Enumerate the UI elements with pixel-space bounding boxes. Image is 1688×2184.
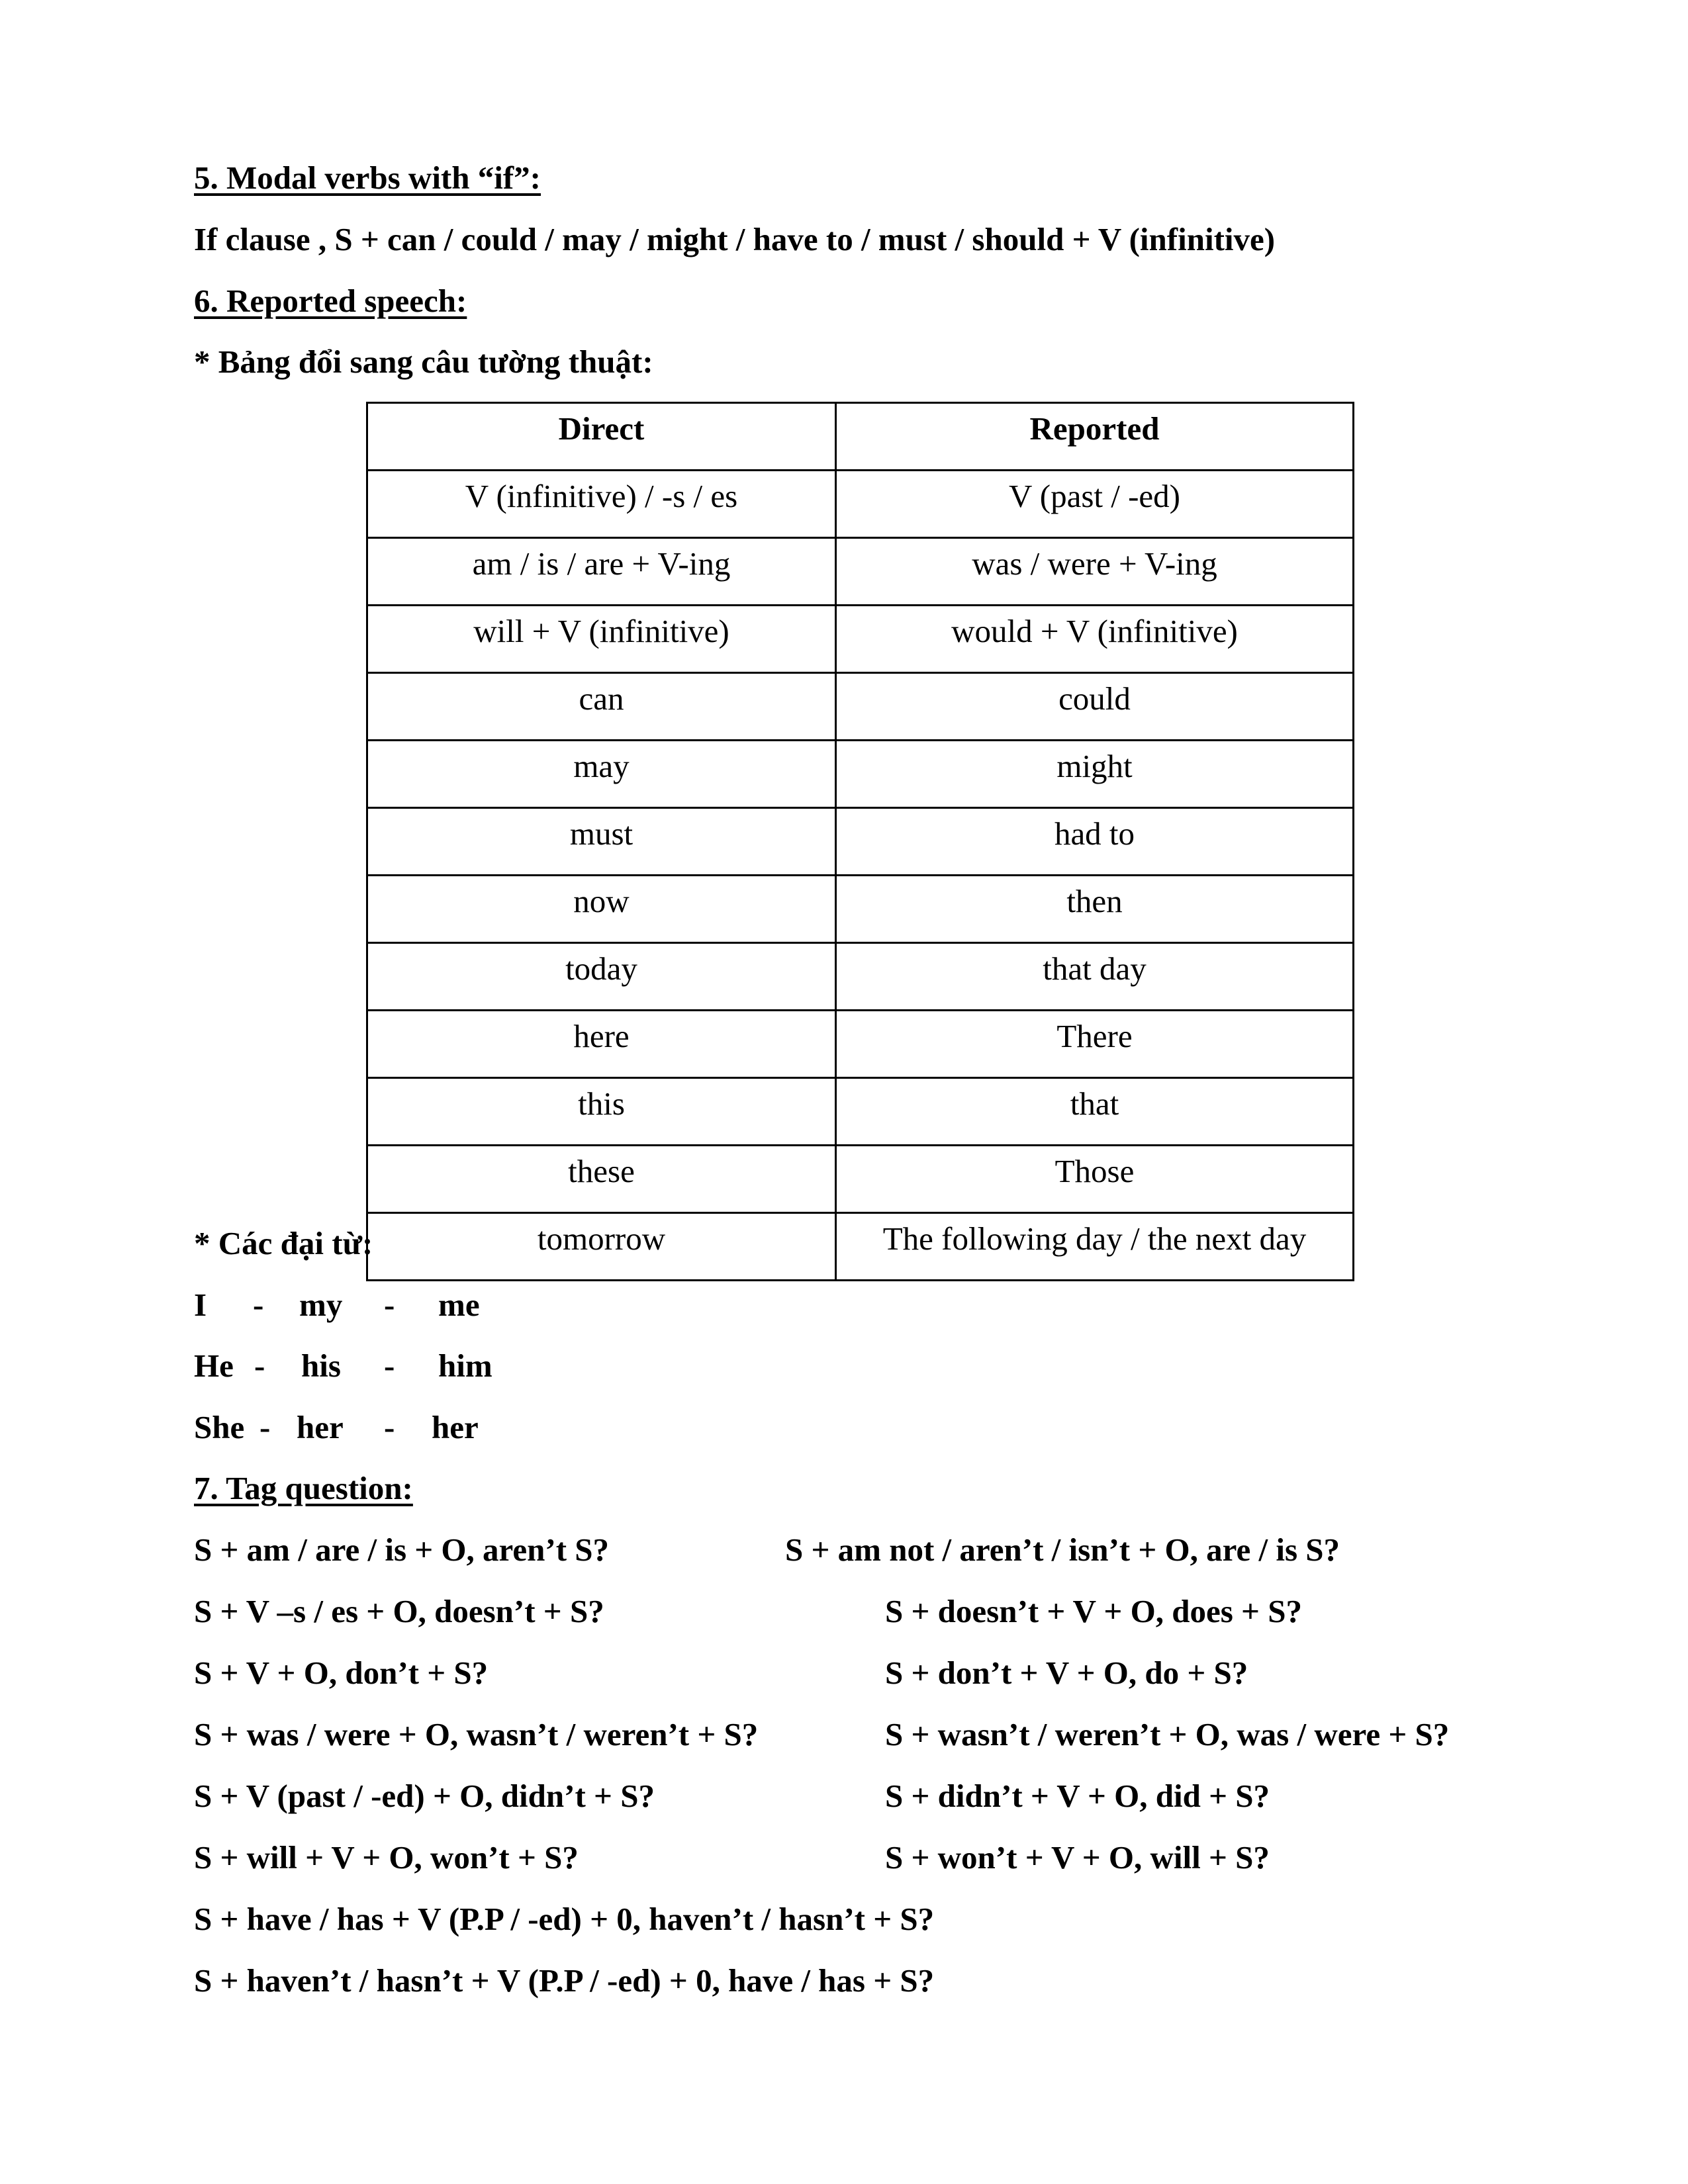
pronoun-separator: - <box>259 1409 271 1445</box>
tag-left: S + V + O, don’t + S? <box>194 1655 489 1691</box>
table-row <box>367 673 1354 741</box>
table-row <box>367 1146 1354 1213</box>
pronoun-subject: I <box>194 1287 207 1323</box>
pronoun-subject: He <box>194 1347 234 1384</box>
reported-cell: might <box>836 741 1354 808</box>
pronoun-object: her <box>432 1409 479 1445</box>
pronoun-object: me <box>438 1287 480 1323</box>
tag-left: S + am / are / is + O, aren’t S? <box>194 1531 610 1568</box>
pronoun-object: him <box>438 1347 492 1384</box>
pronoun-possessive: his <box>301 1347 341 1384</box>
pronoun-separator: - <box>253 1287 264 1323</box>
tag-right: S + don’t + V + O, do + S? <box>885 1655 1248 1691</box>
direct-cell: this <box>367 1078 836 1146</box>
table-row <box>367 538 1354 606</box>
pronoun-separator: - <box>384 1287 395 1323</box>
reported-cell: that day <box>836 943 1354 1011</box>
direct-cell: tomorrow <box>367 1213 836 1281</box>
section-6-heading: 6. Reported speech: <box>194 283 467 319</box>
direct-cell: V (infinitive) / -s / es <box>367 471 836 538</box>
reported-cell: had to <box>836 808 1354 876</box>
pronoun-separator: - <box>254 1347 265 1384</box>
section-7-heading: 7. Tag question: <box>194 1470 413 1506</box>
table-row <box>367 606 1354 673</box>
tag-right: S + wasn’t / weren’t + O, was / were + S? <box>885 1716 1450 1752</box>
direct-cell: may <box>367 741 836 808</box>
reported-cell: There <box>836 1011 1354 1078</box>
table-header-row <box>367 403 1354 471</box>
tag-left: S + will + V + O, won’t + S? <box>194 1839 579 1876</box>
direct-cell: these <box>367 1146 836 1213</box>
direct-cell: here <box>367 1011 836 1078</box>
reported-cell: that <box>836 1078 1354 1146</box>
pronoun-subject: She <box>194 1409 245 1445</box>
reported-cell: could <box>836 673 1354 741</box>
table-row <box>367 741 1354 808</box>
table-row <box>367 808 1354 876</box>
reported-cell: V (past / -ed) <box>836 471 1354 538</box>
direct-cell: am / is / are + V-ing <box>367 538 836 606</box>
tag-line: S + have / has + V (P.P / -ed) + 0, haven’t / hasn’t + S? <box>194 1901 935 1937</box>
direct-cell: today <box>367 943 836 1011</box>
tag-right: S + didn’t + V + O, did + S? <box>885 1778 1270 1814</box>
tag-line: S + haven’t / hasn’t + V (P.P / -ed) + 0, have / has + S? <box>194 1962 935 1999</box>
tag-left: S + V (past / -ed) + O, didn’t + S? <box>194 1778 655 1814</box>
table-title: * Bảng đổi sang câu tường thuật: <box>194 343 653 380</box>
tag-right: S + doesn’t + V + O, does + S? <box>885 1593 1302 1629</box>
table-row <box>367 1078 1354 1146</box>
header-reported: Reported <box>836 403 1354 471</box>
modal-if-formula: If clause , S + can / could / may / might / have to / must / should + V (infinitive) <box>194 221 1276 257</box>
table-row <box>367 1011 1354 1078</box>
reported-speech-table <box>366 402 1354 1281</box>
reported-cell: Those <box>836 1146 1354 1213</box>
direct-cell: can <box>367 673 836 741</box>
header-direct: Direct <box>367 403 836 471</box>
pronouns-title: * Các đại từ: <box>194 1225 373 1261</box>
table-row <box>367 876 1354 943</box>
tag-right: S + am not / aren’t / isn’t + O, are / is S? <box>785 1531 1340 1568</box>
table-row <box>367 943 1354 1011</box>
direct-cell: must <box>367 808 836 876</box>
tag-left: S + was / were + O, wasn’t / weren’t + S? <box>194 1716 759 1752</box>
table-row <box>367 1213 1354 1281</box>
table-row <box>367 471 1354 538</box>
pronoun-possessive: my <box>299 1287 343 1323</box>
pronoun-separator: - <box>384 1409 395 1445</box>
tag-right: S + won’t + V + O, will + S? <box>885 1839 1270 1876</box>
pronoun-possessive: her <box>297 1409 344 1445</box>
reported-cell: then <box>836 876 1354 943</box>
reported-cell: was / were + V-ing <box>836 538 1354 606</box>
section-5-heading: 5. Modal verbs with “if”: <box>194 159 541 196</box>
direct-cell: will + V (infinitive) <box>367 606 836 673</box>
tag-left: S + V –s / es + O, doesn’t + S? <box>194 1593 604 1629</box>
reported-cell: The following day / the next day <box>836 1213 1354 1281</box>
direct-cell: now <box>367 876 836 943</box>
reported-cell: would + V (infinitive) <box>836 606 1354 673</box>
pronoun-separator: - <box>384 1347 395 1384</box>
